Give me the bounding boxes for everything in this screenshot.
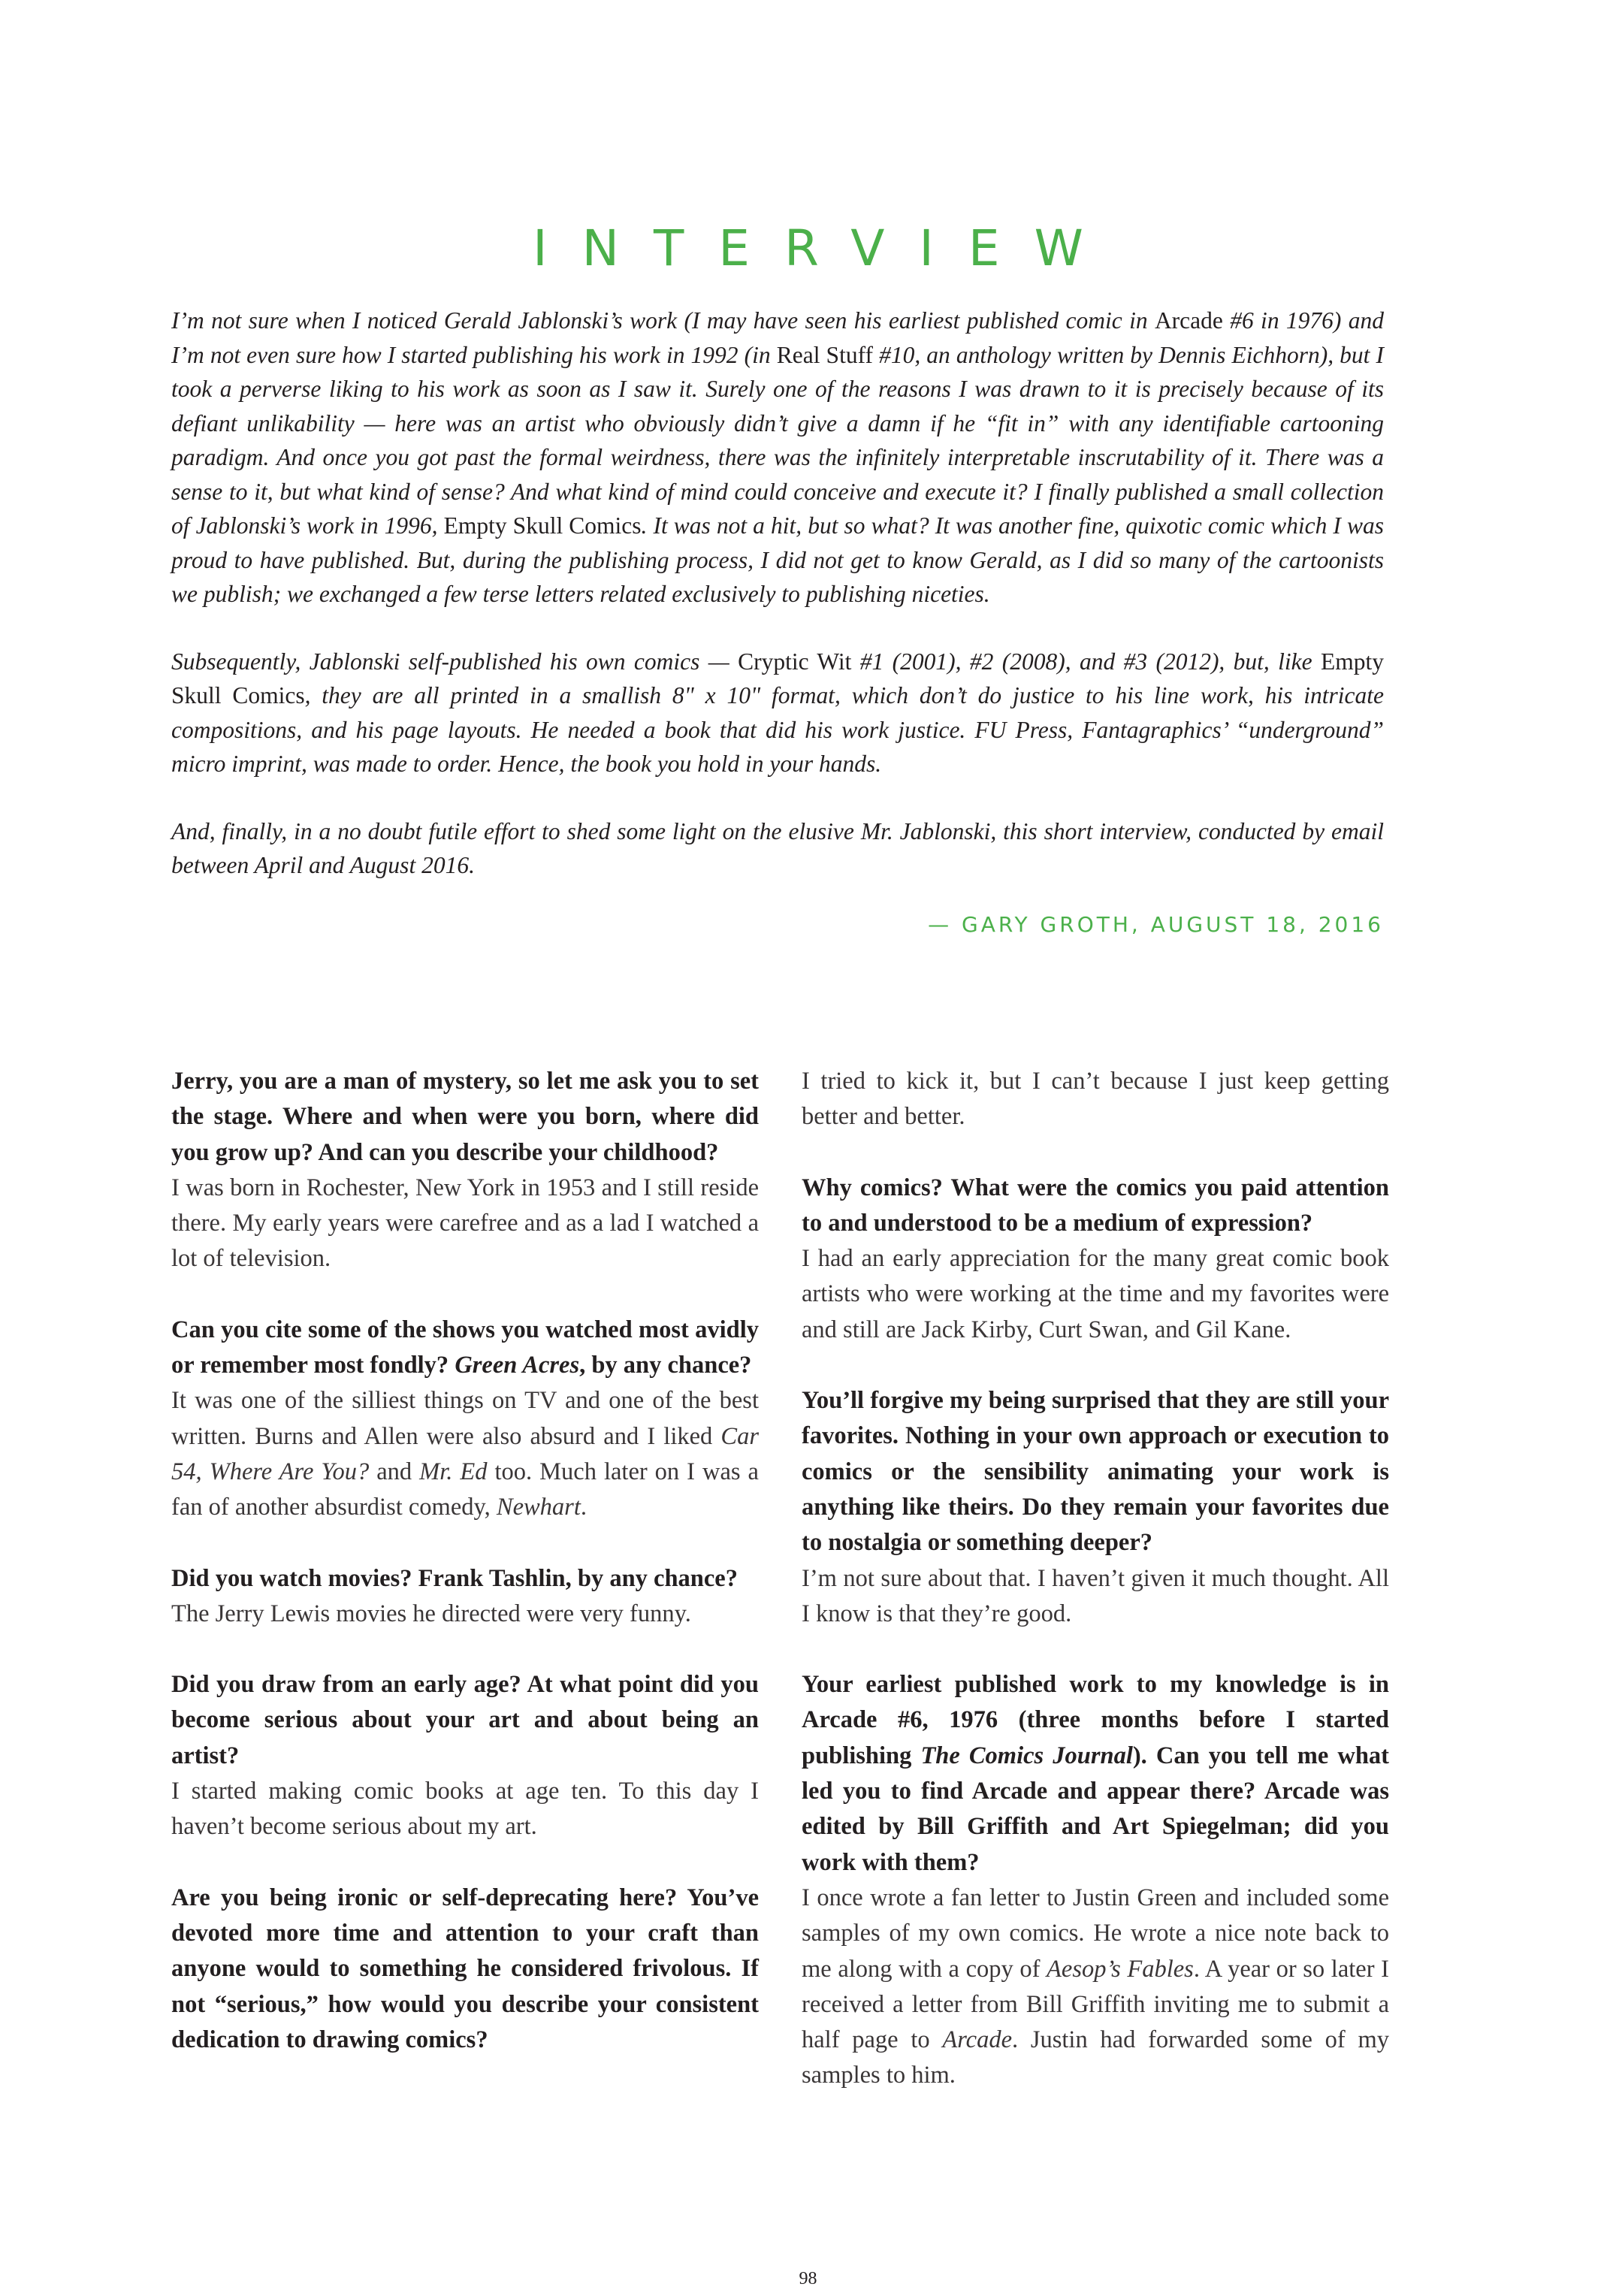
text-run: and <box>369 1458 420 1485</box>
interview-question <box>802 1171 1389 1242</box>
text-run: Aesop’s Fables <box>1047 1955 1194 1983</box>
text-run: Jerry, you are a man of mystery, so let me ask you to set the stage. Where and when were you born, where did you grow up? And can you describe your childhood? <box>171 1068 759 1166</box>
interview-question <box>171 1313 759 1384</box>
text-run: Did you watch movies? Frank Tashlin, by any chance? <box>171 1564 738 1592</box>
text-run: Arcade <box>1154 307 1223 334</box>
qa-block <box>171 1313 759 1526</box>
text-run: . A year or so later I received a letter from Bill Griffith inviting me to submit a half page to <box>802 1955 1389 2054</box>
text-run: Why comics? What were the comics you paid attention to and understood to be a medium of expression? <box>802 1174 1389 1237</box>
interview-answer <box>802 1881 1389 2094</box>
interview-question <box>171 1667 759 1774</box>
intro-text <box>171 304 1384 916</box>
text-run: Car 54, Where Are You? <box>171 1422 759 1485</box>
text-run: I once wrote a fan letter to Justin Green and included some samples of my own comics. He wrote a nice note back to me along with a copy of <box>802 1884 1389 1983</box>
text-run: I’m not sure when I noticed Gerald Jablonski’s work (I may have seen his earliest published comic in <box>171 307 1155 334</box>
interview-question <box>171 1064 759 1171</box>
qa-block <box>171 1561 759 1633</box>
text-run: I had an early appreciation for the many great comic book artists who were working at the time and my favorites were and still are Jack Kirby, Curt Swan, and Gil Kane. <box>802 1245 1389 1343</box>
qa-block <box>802 1171 1389 1348</box>
text-run: Cryptic Wit <box>738 648 852 675</box>
interview-right-column <box>802 1064 1389 2129</box>
text-run: Mr. Ed <box>419 1458 488 1485</box>
qa-block <box>171 1667 759 1844</box>
interview-answer <box>171 1171 759 1277</box>
text-run: #1 (2001), #2 (2008), and #3 (2012), but, like <box>851 648 1321 675</box>
text-run: The Jerry Lewis movies he directed were very funny. <box>171 1600 691 1627</box>
text-run: You’ll forgive my being surprised that they are still your favorites. Nothing in your own approach or execution to comics or the sensibility animating your work is anything like theirs. Do they remain your favorites due to nostalgia or something deeper? <box>802 1387 1389 1557</box>
text-run: Empty Skull Comics <box>443 512 642 539</box>
page-number: 98 <box>799 2269 817 2288</box>
qa-block <box>171 1064 759 1277</box>
text-run: . Justin had forwarded some of my samples to him. <box>802 2026 1389 2089</box>
text-run: Empty Skull Comics <box>171 648 1385 708</box>
qa-block <box>802 1667 1389 2094</box>
interview-left-column <box>171 1064 759 2093</box>
interview-question <box>171 1881 759 2058</box>
text-run: too. Much later on I was a fan of another absurdist comedy, <box>171 1458 759 1521</box>
text-run: Subsequently, Jablonski self-published his own comics — <box>171 648 739 675</box>
text-run: I started making comic books at age ten. To this day I haven’t become serious about my art. <box>171 1778 759 1841</box>
text-run: It was one of the silliest things on TV and one of the best written. Burns and Allen were also absurd and I liked <box>171 1387 759 1450</box>
text-run: , they are all printed in a smallish 8" x 10" format, which don’t do justice to his line work, his intricate compositions, and his page layouts. He needed a book that did his work justice. FU Press, Fantagraphics’ “underground” micro imprint, was made to order. Hence, the book you hold in your hands. <box>171 682 1384 777</box>
interview-answer <box>802 1241 1389 1348</box>
text-run: I was born in Rochester, New York in 1953 and I still reside there. My early years were carefree and as a lad I watched a lot of television. <box>171 1174 759 1273</box>
text-run: Did you draw from an early age? At what point did you become serious about your art and about being an artist? <box>171 1671 759 1769</box>
intro-paragraph-2 <box>171 645 1384 781</box>
qa-block <box>171 1881 759 2058</box>
text-run: , by any chance? <box>579 1352 752 1379</box>
text-run: Newhart <box>496 1494 581 1521</box>
text-run: Are you being ironic or self-deprecating here? You’ve devoted more time and attention to your craft than anyone would to something he considered frivolous. If not “serious,” how would you describe your consistent dedication to drawing comics? <box>171 1884 759 2053</box>
text-run: Your earliest published work to my knowledge is in Arcade #6, 1976 (three months before I started publishing <box>802 1671 1389 1769</box>
text-run: The Comics Journal <box>920 1742 1133 1769</box>
intro-paragraph-3: And, finally, in a no doubt futile effort to shed some light on the elusive Mr. Jablonski, this short interview, conducted by email between April and August 2016. <box>171 817 1384 878</box>
text-run: #10, an anthology written by Dennis Eichhorn), but I took a perverse liking to his work as soon as I saw it. Surely one of the reasons I was drawn to it is precisely because of its defiant unlikability — here was an artist who obviously didn’t give a damn if he “fit in” with any identifiable cartooning paradigm. And once you got past the formal weirdness, there was the infinitely interpretable inscrutability of it. There was a sense to it, but what kind of sense? And what kind of mind could conceive and execute it? I finally published a small collection of Jablonski’s work in 1996, <box>171 341 1384 539</box>
interview-answer <box>171 1774 759 1845</box>
text-run: Green Acres <box>455 1352 580 1379</box>
text-run: Can you cite some of the shows you watched most avidly or remember most fondly? <box>171 1316 759 1379</box>
interview-answer <box>802 1064 1389 1135</box>
text-run: . It was not a hit, but so what? It was another fine, quixotic comic which I was proud to have published. But, during the publishing process, I did not get to know Gerald, as I did so many of the cartoonists we publish; we exchanged a few terse letters related exclusively to publishing niceties. <box>171 512 1384 607</box>
text-run: . <box>580 1494 587 1521</box>
text-run: Arcade <box>942 2026 1012 2054</box>
qa-block <box>802 1064 1389 1135</box>
text-run: ). Can you tell me what led you to find Arcade and appear there? Arcade was edited by Bill Griffith and Art Spiegelman; did you work with them? <box>802 1742 1389 1876</box>
interview-answer <box>802 1561 1389 1633</box>
interview-answer <box>171 1597 759 1632</box>
page-title: INTERVIEW <box>533 219 1118 277</box>
interview-question <box>802 1383 1389 1560</box>
byline: — GARY GROTH, AUGUST 18, 2016 <box>928 912 1384 937</box>
interview-question <box>802 1667 1389 1881</box>
text-run: I’m not sure about that. I haven’t given it much thought. All I know is that they’re good. <box>802 1564 1389 1627</box>
text-run: I tried to kick it, but I can’t because I just keep getting better and better. <box>802 1068 1389 1131</box>
interview-answer <box>171 1383 759 1525</box>
text-run: Real Stuff <box>776 341 873 368</box>
intro-paragraph-1 <box>171 304 1384 612</box>
interview-question <box>171 1561 759 1597</box>
qa-block <box>802 1383 1389 1632</box>
text-run: #6 in 1976) and I’m not even sure how I started publishing his work in 1992 (in <box>171 307 1384 368</box>
